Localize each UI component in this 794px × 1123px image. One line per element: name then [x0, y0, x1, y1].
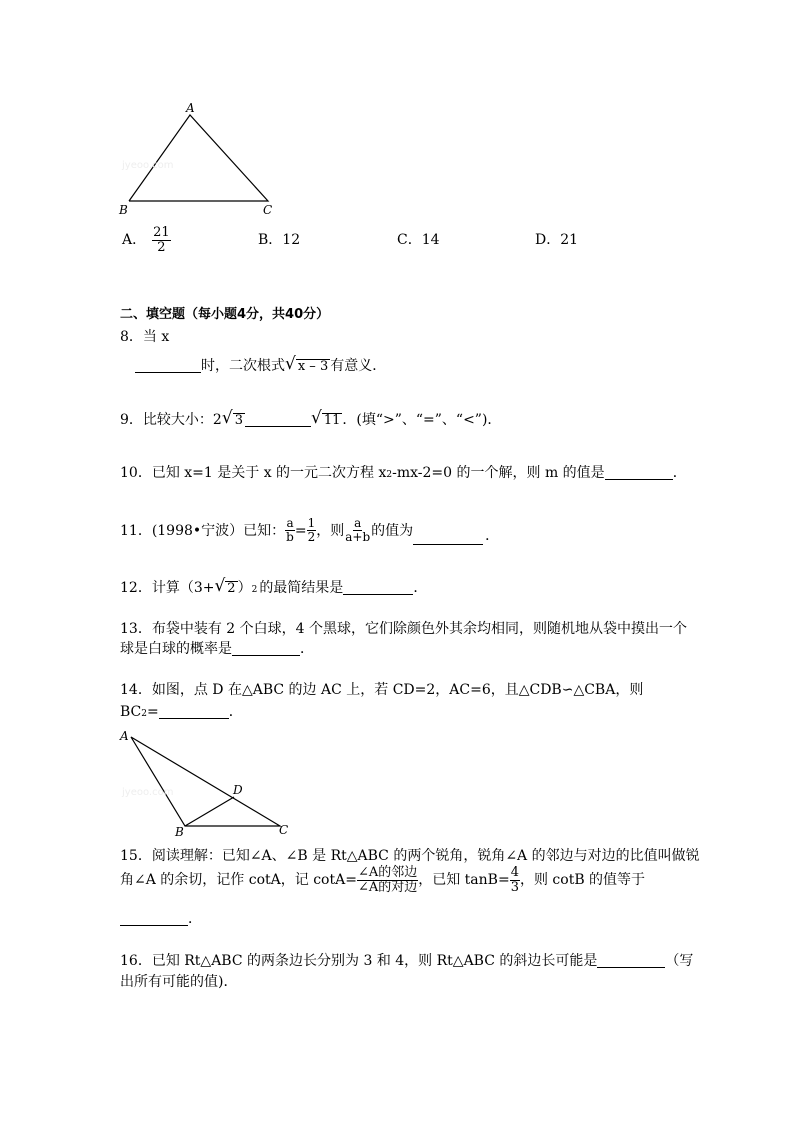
- q9-prefix: 9．比较大小：: [120, 412, 213, 428]
- option-a-numerator: 21: [153, 225, 170, 240]
- option-a-label: A．: [122, 232, 147, 249]
- q15-answer-blank[interactable]: [120, 911, 188, 926]
- q11-f2-num: 1: [307, 516, 316, 531]
- q15-mid: ，已知 tanB=: [418, 872, 510, 889]
- q16-line1: [120, 953, 693, 968]
- triangle-abc-outline-2: [131, 737, 280, 826]
- q15-end: ．: [188, 911, 202, 927]
- q15-line2: [120, 866, 645, 894]
- option-a-denominator: 2: [157, 239, 166, 255]
- q13-line2-text: 球是白球的概率是: [120, 641, 232, 657]
- q11-suffix: 的值为: [371, 522, 414, 539]
- q11-eq: =: [294, 522, 307, 539]
- vertex-label-b: B: [119, 203, 128, 217]
- q12-suffix: 的最简结果是: [259, 580, 344, 596]
- q15-suffix: ，则 cotB 的值等于: [519, 872, 646, 889]
- q9-radicand-1: 3: [234, 413, 243, 428]
- q9-radicand-2: 11: [323, 413, 341, 428]
- q10-middle: -mx-2=0 的一个解，则 m 的值是: [392, 465, 605, 481]
- q13-end: ．: [300, 641, 314, 657]
- q15-line3: [120, 911, 202, 926]
- q11-f3-num: a: [354, 516, 362, 531]
- q13-line1: 13．布袋中装有 2 个白球，4 个黑球，它们除颜色外其余均相同，则随机地从袋中摸出一个: [120, 621, 687, 637]
- sqrt-symbol: √: [285, 354, 296, 374]
- q10-exponent: 2: [386, 470, 393, 480]
- sqrt-symbol: √: [310, 408, 322, 428]
- q12-exponent: 2: [251, 585, 258, 595]
- fig2-vertex-label-d: D: [233, 783, 243, 797]
- option-c: C．14: [397, 232, 440, 248]
- q9-coef: 2: [212, 412, 222, 428]
- q15-cot-num: ∠A的邻边: [357, 865, 418, 880]
- q8-radicand: x – 3: [297, 359, 329, 374]
- q8-text-end: 有意义．: [330, 358, 387, 374]
- q15-tan-fraction: [510, 866, 520, 894]
- q16-answer-blank[interactable]: [597, 953, 665, 968]
- q14-equals: =: [147, 704, 159, 720]
- q11-end: ．: [485, 527, 500, 544]
- q16-line1-end: （写: [665, 953, 694, 969]
- q15-cot-den: ∠A的对边: [357, 879, 418, 895]
- q11-f2-den: 2: [307, 530, 316, 544]
- q11-f1-den: b: [286, 530, 294, 544]
- q12-prefix: 12．计算（3+: [120, 580, 215, 596]
- q16-line2: 出所有可能的值)．: [120, 974, 238, 990]
- vertex-label-c: C: [263, 203, 273, 217]
- watermark: jyeoo.com: [122, 787, 174, 798]
- fig2-vertex-label-b: B: [175, 825, 184, 839]
- vertex-label-a: A: [186, 101, 195, 115]
- q14-exponent: 2: [141, 709, 147, 719]
- q16-line1-text: 16．已知 Rt△ABC 的两条边长分别为 3 和 4，则 Rt△ABC 的斜边长可能是: [120, 953, 598, 969]
- q15-cot-fraction: [357, 866, 418, 894]
- q12-end: ．: [413, 580, 428, 596]
- q10-prefix: 10．已知 x=1 是关于 x 的一元二次方程 x: [120, 465, 387, 481]
- q8-text-mid: 时，二次根式: [201, 358, 285, 374]
- option-d: D．21: [535, 232, 579, 248]
- q14-line1: 14．如图，点 D 在△ABC 的边 AC 上，若 CD=2，AC=6，且△CDB∽△CBA，则: [120, 682, 644, 698]
- q14-end: ．: [228, 704, 243, 720]
- segment-bd: [185, 797, 234, 826]
- q11-prefix: 11．(1998•宁波）已知：: [120, 522, 286, 539]
- sqrt-symbol: √: [221, 408, 233, 428]
- section-title: 二、填空题（每小题4分，共40分）: [120, 307, 330, 322]
- q11-f1-num: a: [286, 516, 294, 531]
- option-b: B．12: [258, 232, 301, 248]
- fig2-vertex-label-a: A: [120, 729, 129, 743]
- q15-tan-den: 3: [510, 879, 519, 895]
- q11-f3-den: a+b: [345, 530, 371, 544]
- q10-suffix: ．: [672, 465, 687, 481]
- q15-line1: 15．阅读理解：已知∠A、∠B 是 Rt△ABC 的两个锐角，锐角∠A 的邻边与对边的比值叫做锐: [120, 848, 700, 864]
- q15-line2-prefix: 角∠A 的余切，记作 cotA，记 cotA=: [120, 872, 357, 889]
- q14-bc: BC: [120, 704, 142, 720]
- watermark: jyeoo.com: [122, 160, 174, 171]
- q8-line1: 8．当 x: [120, 329, 170, 345]
- fig2-vertex-label-c: C: [279, 823, 289, 837]
- q15-tan-num: 4: [510, 865, 519, 880]
- sqrt-symbol: √: [214, 576, 226, 596]
- q11-mid: ，则: [316, 522, 345, 539]
- q12-radicand: 2: [227, 581, 236, 596]
- q9-suffix: ．(填“>”、“=”、“<”)．: [342, 412, 502, 428]
- q12-close: ）: [237, 580, 252, 596]
